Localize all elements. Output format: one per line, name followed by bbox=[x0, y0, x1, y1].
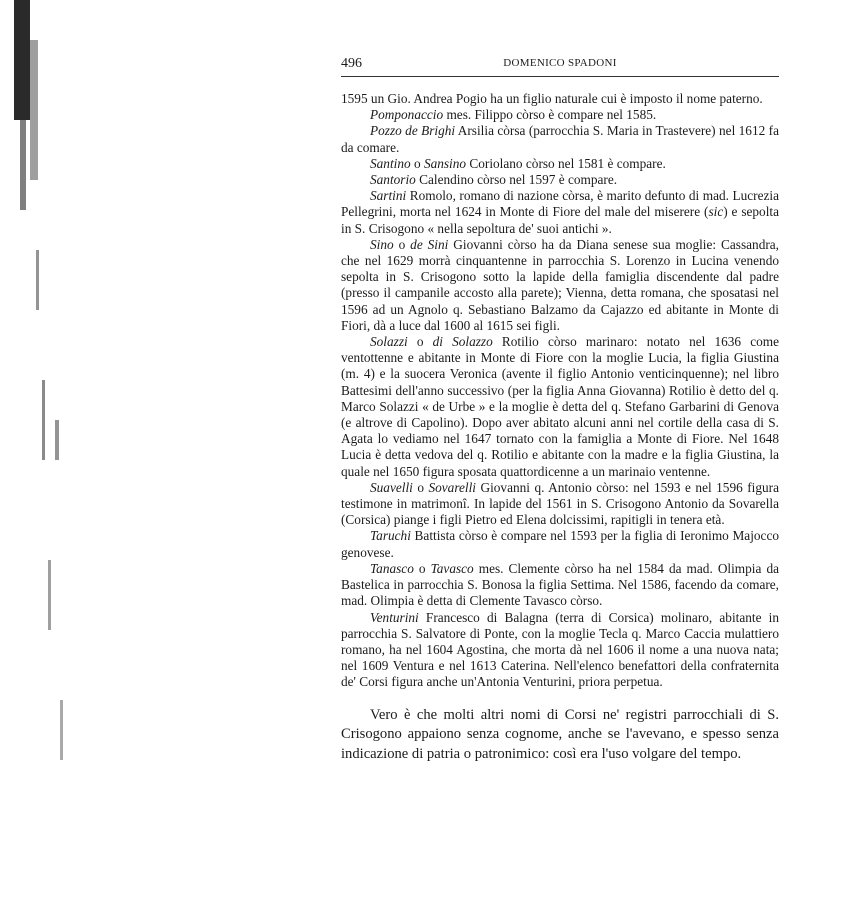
entry-text: o bbox=[412, 479, 429, 495]
scan-mark bbox=[42, 380, 45, 460]
entry-text: Francesco di Balagna (terra di Corsica) molinaro, abitante in parrocchia S. Salvatore di Ponte, con la moglie Tecla q. Marco Caccia mulattiero romano, ha nel 1604 Agostina, che morta dà nel 1606 il nome a una nuova nata; nel 1609 Ventura e nel 1613 Caterina. Nell'elenco benefattori della confraternita de' Corsi figura anche un'Antonia Venturini, priora perpetua. bbox=[341, 609, 779, 690]
scan-mark bbox=[60, 700, 63, 760]
surname-entry bbox=[341, 123, 779, 155]
entry-surname: Sovarelli bbox=[428, 479, 476, 495]
scan-mark bbox=[30, 40, 38, 180]
entry-text: o bbox=[410, 155, 424, 171]
surname-entry bbox=[341, 107, 779, 123]
running-header bbox=[341, 56, 779, 77]
surname-entry bbox=[341, 237, 779, 334]
scan-margin-artifacts bbox=[0, 0, 70, 900]
entry-surname: di Solazzo bbox=[432, 334, 493, 350]
entry-text: ) e sepolta in S. Crisogono « nella sepoltura de' suoi antichi ». bbox=[341, 204, 779, 236]
page-number: 496 bbox=[341, 56, 362, 71]
document-page bbox=[341, 56, 779, 764]
entry-text: mes. Clemente còrso ha nel 1584 da mad. Olimpia da Bastelica in parrocchia S. Bonosa la figlia Settima. Nel 1586, facendo da comare, mad. Olimpia è detta di Clemente Tavasco còrso. bbox=[341, 560, 779, 609]
surname-entry bbox=[341, 91, 779, 107]
entry-surname: Venturini bbox=[370, 609, 419, 625]
scan-mark bbox=[48, 560, 51, 630]
closing-text: Vero è che molti altri nomi di Corsi ne' registri parrocchiali di S. Crisogono appaiono senza cognome, anche se l'avevano, e spesso senza indicazione di patria o patronimico: così era l'uso volgare del tempo. bbox=[341, 706, 779, 762]
entry-text: Coriolano còrso nel 1581 è compare. bbox=[466, 155, 666, 171]
entry-surname: Sansino bbox=[423, 155, 467, 171]
entry-text: Giovanni còrso ha da Diana senese sua moglie: Cassandra, che nel 1629 morrà cinquantenne in parrocchia S. Lorenzo in Lucina venendo sepolta in S. Crisogono sotto la lapide della famiglia discendente dal padre (presso il campanile accosto alla parete); Vienna, detta romana, che sposatasi nel 1596 ad un Agnolo q. Sebastiano Balzamo da Cajazzo ed abitante in Monte di Fiori, dà a luce dal 1600 al 1615 sei figli. bbox=[341, 236, 779, 333]
scan-mark bbox=[55, 420, 59, 460]
entry-text: 1595 un Gio. Andrea Pogio ha un figlio naturale cui è imposto il nome paterno. bbox=[341, 91, 763, 106]
entry-surname: Taruchi bbox=[370, 528, 411, 544]
entry-surname: sic bbox=[708, 204, 724, 220]
entry-surname: Suavelli bbox=[370, 479, 413, 495]
surname-entry bbox=[341, 610, 779, 691]
entry-surname: Sino bbox=[370, 236, 394, 252]
scan-mark bbox=[36, 250, 39, 310]
entry-surname: Tavasco bbox=[430, 560, 474, 576]
surname-entry bbox=[341, 172, 779, 188]
surname-entry bbox=[341, 561, 779, 610]
entry-surname: Pozzo de Brighi bbox=[370, 123, 456, 139]
closing-paragraph bbox=[341, 706, 779, 765]
surname-entry bbox=[341, 480, 779, 529]
running-title: DOMENICO SPADONI bbox=[503, 57, 617, 69]
surname-entry bbox=[341, 528, 779, 560]
surname-entries bbox=[341, 91, 779, 691]
surname-entry bbox=[341, 188, 779, 237]
scan-mark bbox=[20, 120, 26, 210]
entry-text: o bbox=[413, 560, 431, 576]
entry-text: Calendino còrso nel 1597 è compare. bbox=[415, 172, 618, 188]
entry-surname: Santorio bbox=[370, 172, 416, 188]
entry-surname: Santino bbox=[370, 155, 411, 171]
scan-mark bbox=[14, 0, 30, 120]
entry-text: Giovanni q. Antonio còrso: nel 1593 e nel 1596 figura testimone in matrimonî. In lapide del 1561 in S. Crisogono Antonio da Sovarella (Corsica) piange i figli Pietro ed Elena dolcissimi, rapitigli in tenera età. bbox=[341, 479, 779, 528]
entry-surname: de Sini bbox=[410, 236, 449, 252]
entry-surname: Tanasco bbox=[370, 560, 414, 576]
entry-text: Rotilio còrso marinaro: notato nel 1636 come ventottenne e abitante in Monte di Fiore con la moglie Lucia, la figlia Giustina (m. 4) e la suocera Veronica (avente il figlio Antonio venticinquenne); nel libro Battesimi dell'anno successivo (per la figlia Anna Giovanna) Rotilio è detto del q. Marco Solazzi « de Urbe » e la moglie è detta del q. Stefano Garbarini di Genova (e altrove di Capolino). Dopo aver abitato alcuni anni nel cortile della casa di S. Agata lo vediamo nel 1647 tornato con la famiglia a Monte di Fiore. Nel 1648 Lucia è detta vedova del q. Rotilio e abitante con la madre e la figlia Giustina, la quale nel 1650 figura sposata quattordicenne a un marinaio ventenne. bbox=[341, 334, 779, 479]
entry-text: Romolo, romano di nazione còrsa, è marito defunto di mad. Lucrezia Pellegrini, morta nel 1624 in Monte di Fiore del male del miserere ( bbox=[341, 188, 779, 220]
entry-text: o bbox=[393, 236, 411, 252]
entry-text: o bbox=[407, 334, 433, 350]
entry-surname: Pomponaccio bbox=[370, 107, 444, 123]
entry-surname: Sartini bbox=[370, 188, 407, 204]
surname-entry bbox=[341, 334, 779, 480]
entry-text: mes. Filippo còrso è compare nel 1585. bbox=[443, 107, 657, 123]
entry-surname: Solazzi bbox=[370, 334, 408, 350]
entry-text: Arsilia còrsa (parrocchia S. Maria in Trastevere) nel 1612 fa da comare. bbox=[341, 123, 779, 155]
surname-entry bbox=[341, 156, 779, 172]
entry-text: Battista còrso è compare nel 1593 per la figlia di Ieronimo Majocco genovese. bbox=[341, 528, 779, 560]
